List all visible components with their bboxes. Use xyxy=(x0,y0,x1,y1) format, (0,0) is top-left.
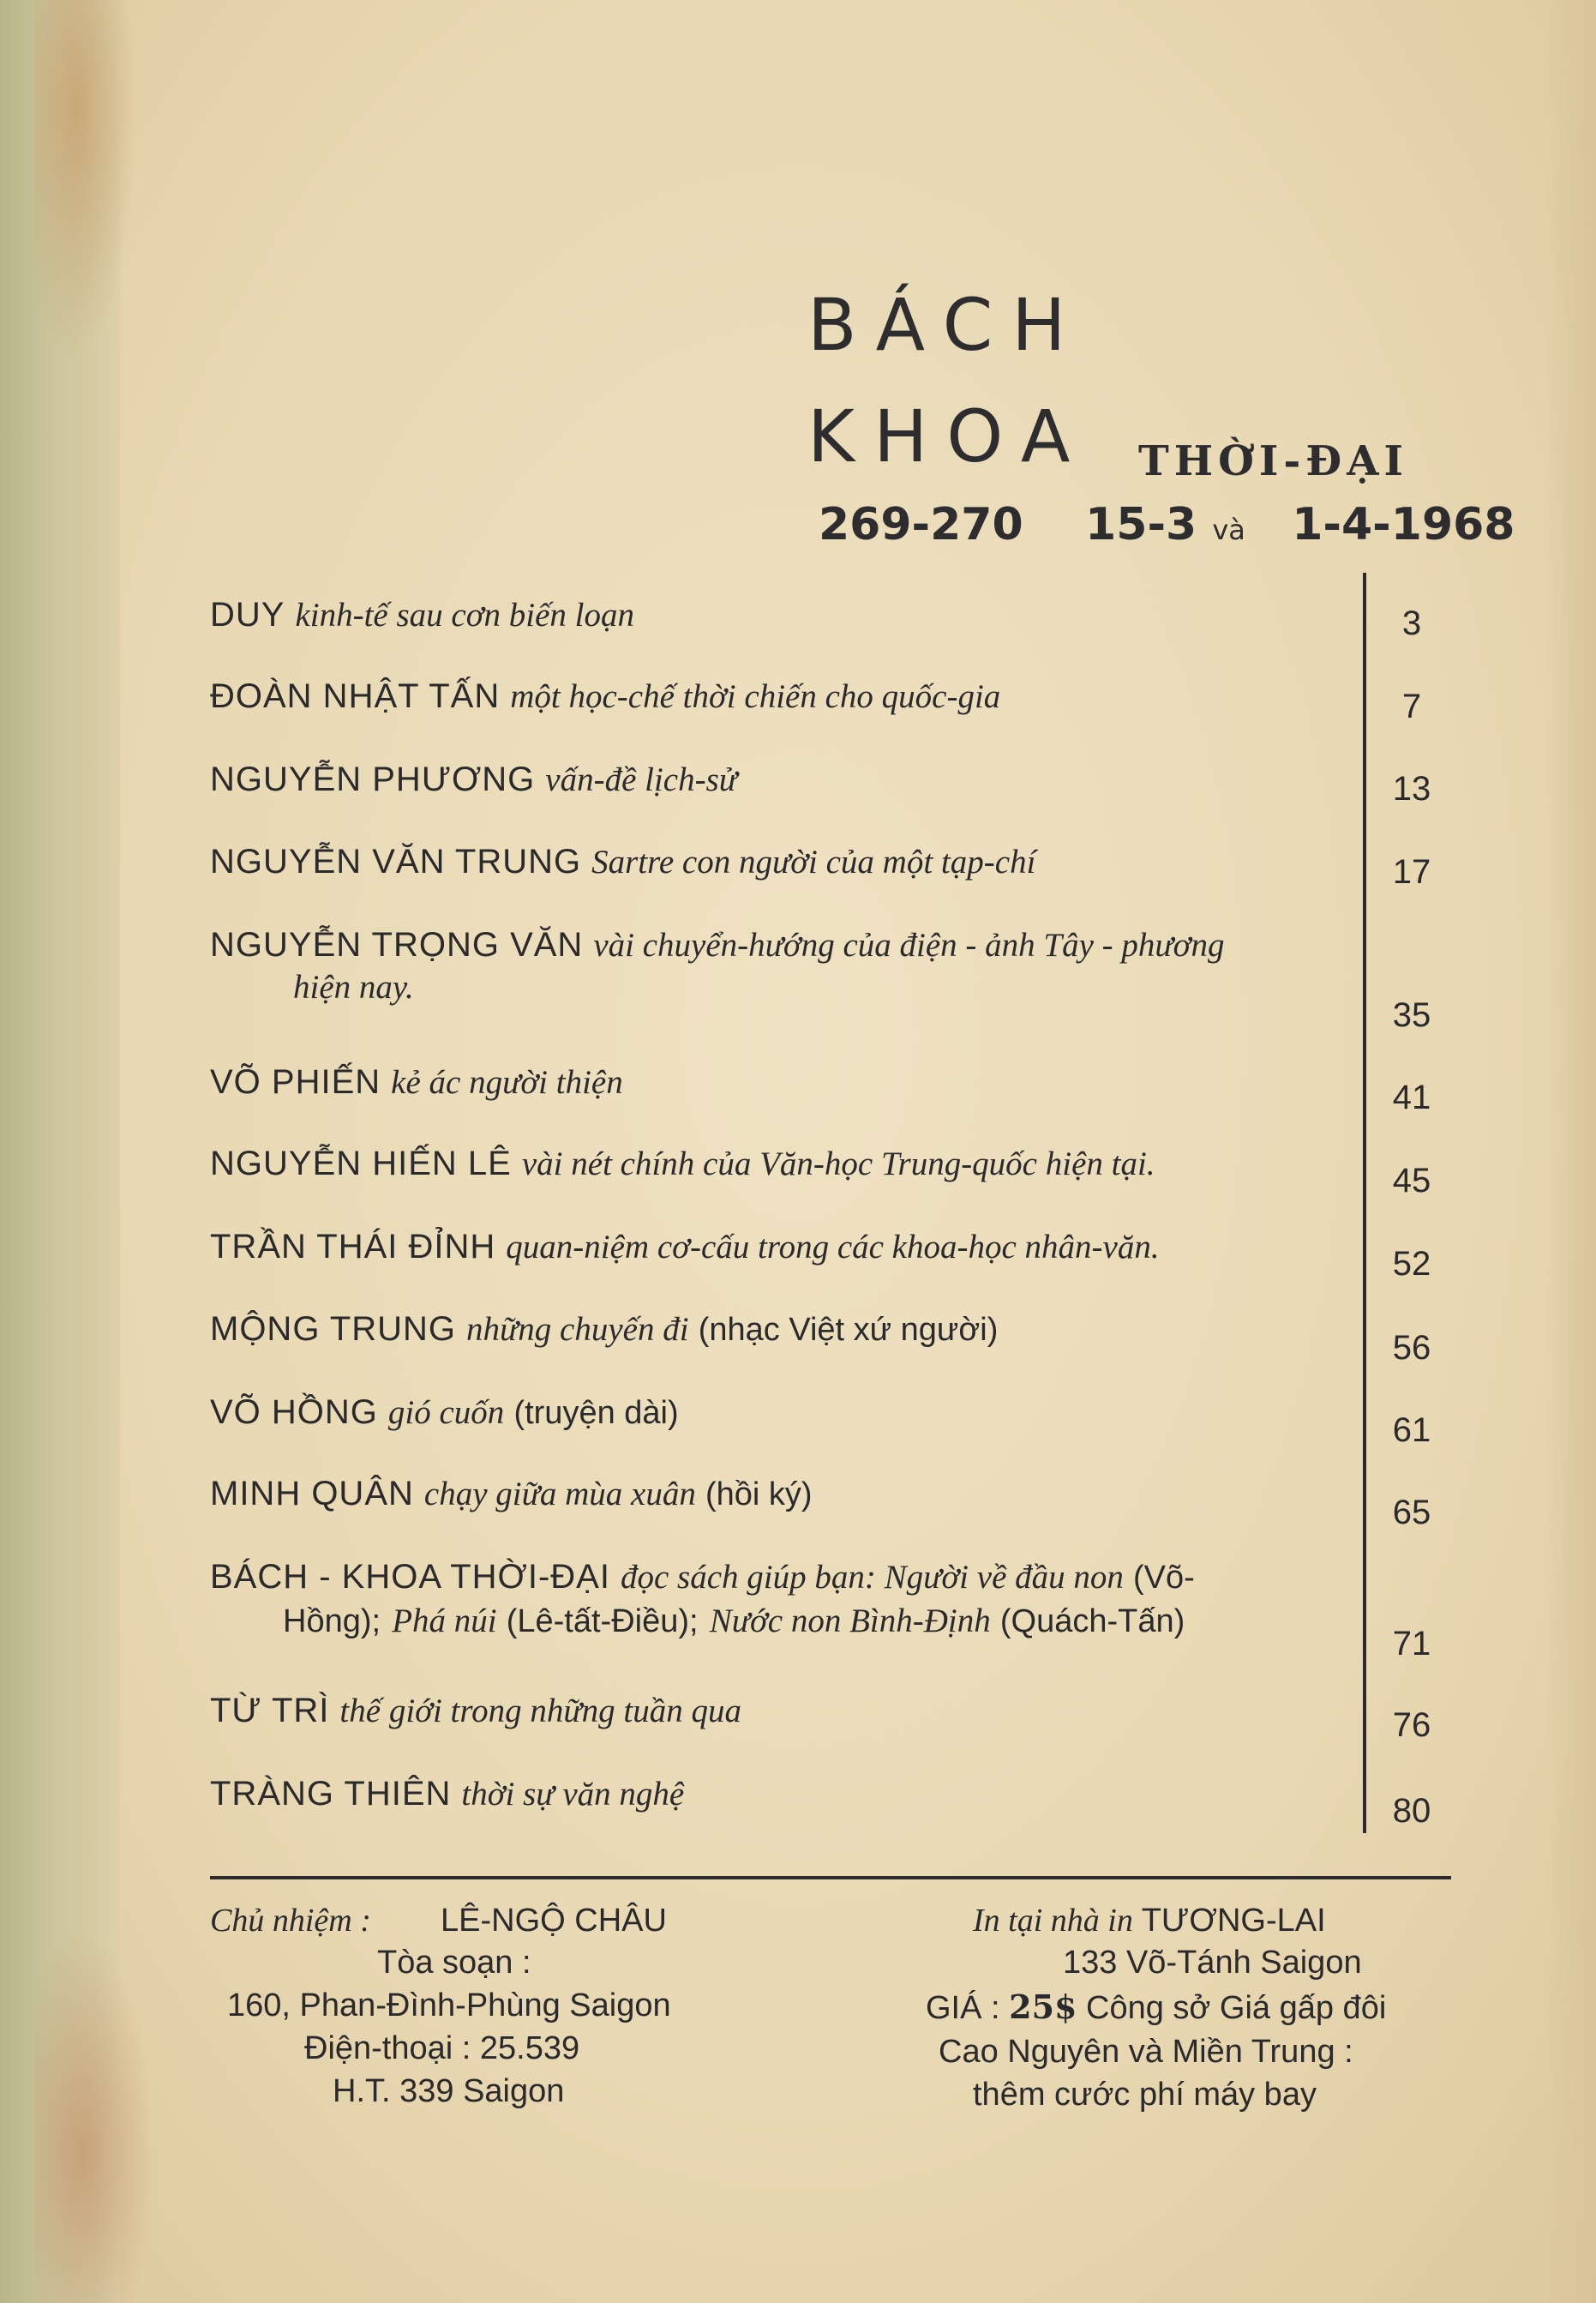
issue-and: và xyxy=(1212,514,1245,546)
toc-page-number: 76 xyxy=(1392,1706,1431,1744)
printer-line xyxy=(973,1902,1326,1939)
toc-title: Nước non Bình-Định xyxy=(709,1602,991,1639)
toc-page-number: 3 xyxy=(1401,604,1422,642)
toc-note: (hồi ký) xyxy=(705,1476,813,1512)
toc-entry xyxy=(210,926,1359,1007)
toc-title: Sartre con người của một tạp-chí xyxy=(591,844,1036,881)
toc-page-number: 7 xyxy=(1401,688,1422,725)
toc-entry xyxy=(210,1692,1359,1730)
toc-author: BÁCH - KHOA THỜI-ĐẠI xyxy=(210,1558,610,1596)
toc-entry xyxy=(210,1558,1359,1640)
toc-page-number: 35 xyxy=(1392,996,1431,1034)
phone-line: Điện-thoại : 25.539 xyxy=(304,2030,580,2066)
toc-title: những chuyến đi xyxy=(466,1311,689,1348)
toc-title: kinh-tế sau cơn biến loạn xyxy=(295,597,635,634)
toc-entry xyxy=(210,1775,1359,1813)
toc-entry xyxy=(210,1145,1359,1183)
office-label: Tòa soạn : xyxy=(377,1945,531,1981)
masthead-line2: KHOA xyxy=(807,394,1089,478)
toc-author: MINH QUÂN xyxy=(210,1475,414,1512)
toc-page-number: 56 xyxy=(1392,1329,1431,1367)
toc-author: NGUYỄN HIẾN LÊ xyxy=(210,1145,512,1182)
toc-title: một học-chế thời chiến cho quốc-gia xyxy=(510,678,1001,715)
toc-entry xyxy=(210,596,1359,634)
toc-page-number: 52 xyxy=(1392,1245,1431,1283)
toc-entry xyxy=(210,1228,1359,1266)
paper-edge xyxy=(1545,0,1596,2303)
issue-line xyxy=(819,499,1515,550)
toc-author: ĐOÀN NHẬT TẤN xyxy=(210,677,501,715)
toc-title: vài chuyển-hướng của điện - ảnh Tây - phương xyxy=(593,927,1225,964)
toc-page-number: 45 xyxy=(1392,1162,1431,1200)
toc-title: đọc sách giúp bạn: Người về đầu non xyxy=(620,1559,1124,1596)
paper-stain xyxy=(34,1929,154,2303)
price-label: GIÁ : xyxy=(926,1990,1000,2026)
toc-author: VÕ HỒNG xyxy=(210,1393,378,1431)
printer-label: In tại nhà in xyxy=(973,1903,1133,1939)
toc-author: MỘNG TRUNG xyxy=(210,1310,457,1348)
toc-page-number: 61 xyxy=(1392,1411,1431,1449)
toc-note: Hồng); xyxy=(283,1603,381,1639)
toc-title: quan-niệm cơ-cấu trong các khoa-học nhân-văn. xyxy=(506,1229,1160,1266)
toc-title: gió cuốn xyxy=(387,1394,505,1431)
toc-author: TRÀNG THIÊN xyxy=(210,1775,452,1813)
printer-name: TƯƠNG-LAI xyxy=(1141,1903,1326,1939)
toc-page-number: 17 xyxy=(1392,853,1431,891)
director-label: Chủ nhiệm : xyxy=(210,1903,371,1939)
toc-note: (Quách-Tấn) xyxy=(999,1603,1185,1639)
toc-title: vấn-đề lịch-sử xyxy=(545,761,738,798)
region-note: Cao Nguyên và Miền Trung : xyxy=(939,2034,1353,2070)
toc-title: Phá núi xyxy=(392,1602,497,1639)
toc-note: (nhạc Việt xứ người) xyxy=(698,1312,999,1348)
toc-author: VÕ PHIẾN xyxy=(210,1063,381,1101)
office-address: 160, Phan-Đình-Phùng Saigon xyxy=(227,1987,671,2023)
price-value: 25$ xyxy=(1009,1987,1077,2026)
po-box-line: H.T. 339 Saigon xyxy=(333,2073,565,2109)
toc-title: thời sự văn nghệ xyxy=(461,1776,685,1813)
issue-date-b: 1-4-1968 xyxy=(1292,499,1515,550)
toc-title: thế giới trong những tuần qua xyxy=(339,1693,741,1729)
masthead-line1: BÁCH xyxy=(807,283,1085,367)
price-note: Công sở Giá gấp đôi xyxy=(1086,1990,1387,2026)
toc-entry xyxy=(210,843,1359,881)
toc-divider-vertical xyxy=(1363,573,1366,1833)
toc-entry xyxy=(210,1063,1359,1102)
toc-page-number: 65 xyxy=(1392,1494,1431,1531)
director-line xyxy=(210,1902,667,1939)
airmail-note: thêm cước phí máy bay xyxy=(973,2077,1317,2113)
toc-note: (Võ- xyxy=(1133,1560,1195,1596)
toc-title: chạy giữa mùa xuân xyxy=(423,1476,696,1512)
toc-page-number: 80 xyxy=(1392,1792,1431,1830)
toc-entry xyxy=(210,677,1359,716)
toc-entry xyxy=(210,761,1359,799)
toc-author: NGUYỄN PHƯƠNG xyxy=(210,761,536,798)
paper-stain xyxy=(34,0,137,360)
toc-entry xyxy=(210,1310,1359,1349)
toc-entry xyxy=(210,1475,1359,1513)
toc-page-number: 13 xyxy=(1392,770,1431,808)
toc-author: TRẦN THÁI ĐỈNH xyxy=(210,1228,496,1266)
toc-author: NGUYỄN TRỌNG VĂN xyxy=(210,926,584,964)
toc-note: (truyện dài) xyxy=(513,1395,679,1431)
toc-page-number: 71 xyxy=(1392,1625,1431,1663)
toc-title: vài nét chính của Văn-học Trung-quốc hiện tại. xyxy=(521,1145,1155,1182)
director-name: LÊ-NGỘ CHÂU xyxy=(441,1903,667,1939)
price-line xyxy=(926,1987,1386,2027)
toc-title: kẻ ác người thiện xyxy=(391,1064,623,1101)
printer-address: 133 Võ-Tánh Saigon xyxy=(1063,1945,1362,1981)
toc-entry xyxy=(210,1393,1359,1432)
toc-author: NGUYỄN VĂN TRUNG xyxy=(210,843,582,881)
toc-author: TỪ TRÌ xyxy=(210,1692,330,1729)
toc-author: DUY xyxy=(210,596,285,634)
toc-note: (Lê-tất-Điều); xyxy=(506,1603,699,1639)
toc-page-number: 41 xyxy=(1392,1079,1431,1116)
issue-date-a: 15-3 xyxy=(1085,499,1197,550)
issue-number: 269-270 xyxy=(819,499,1023,550)
footer-rule xyxy=(210,1876,1451,1879)
masthead-subtitle: THỜI-ĐẠI xyxy=(1138,437,1408,485)
toc-title-continued: hiện nay. xyxy=(293,969,414,1006)
